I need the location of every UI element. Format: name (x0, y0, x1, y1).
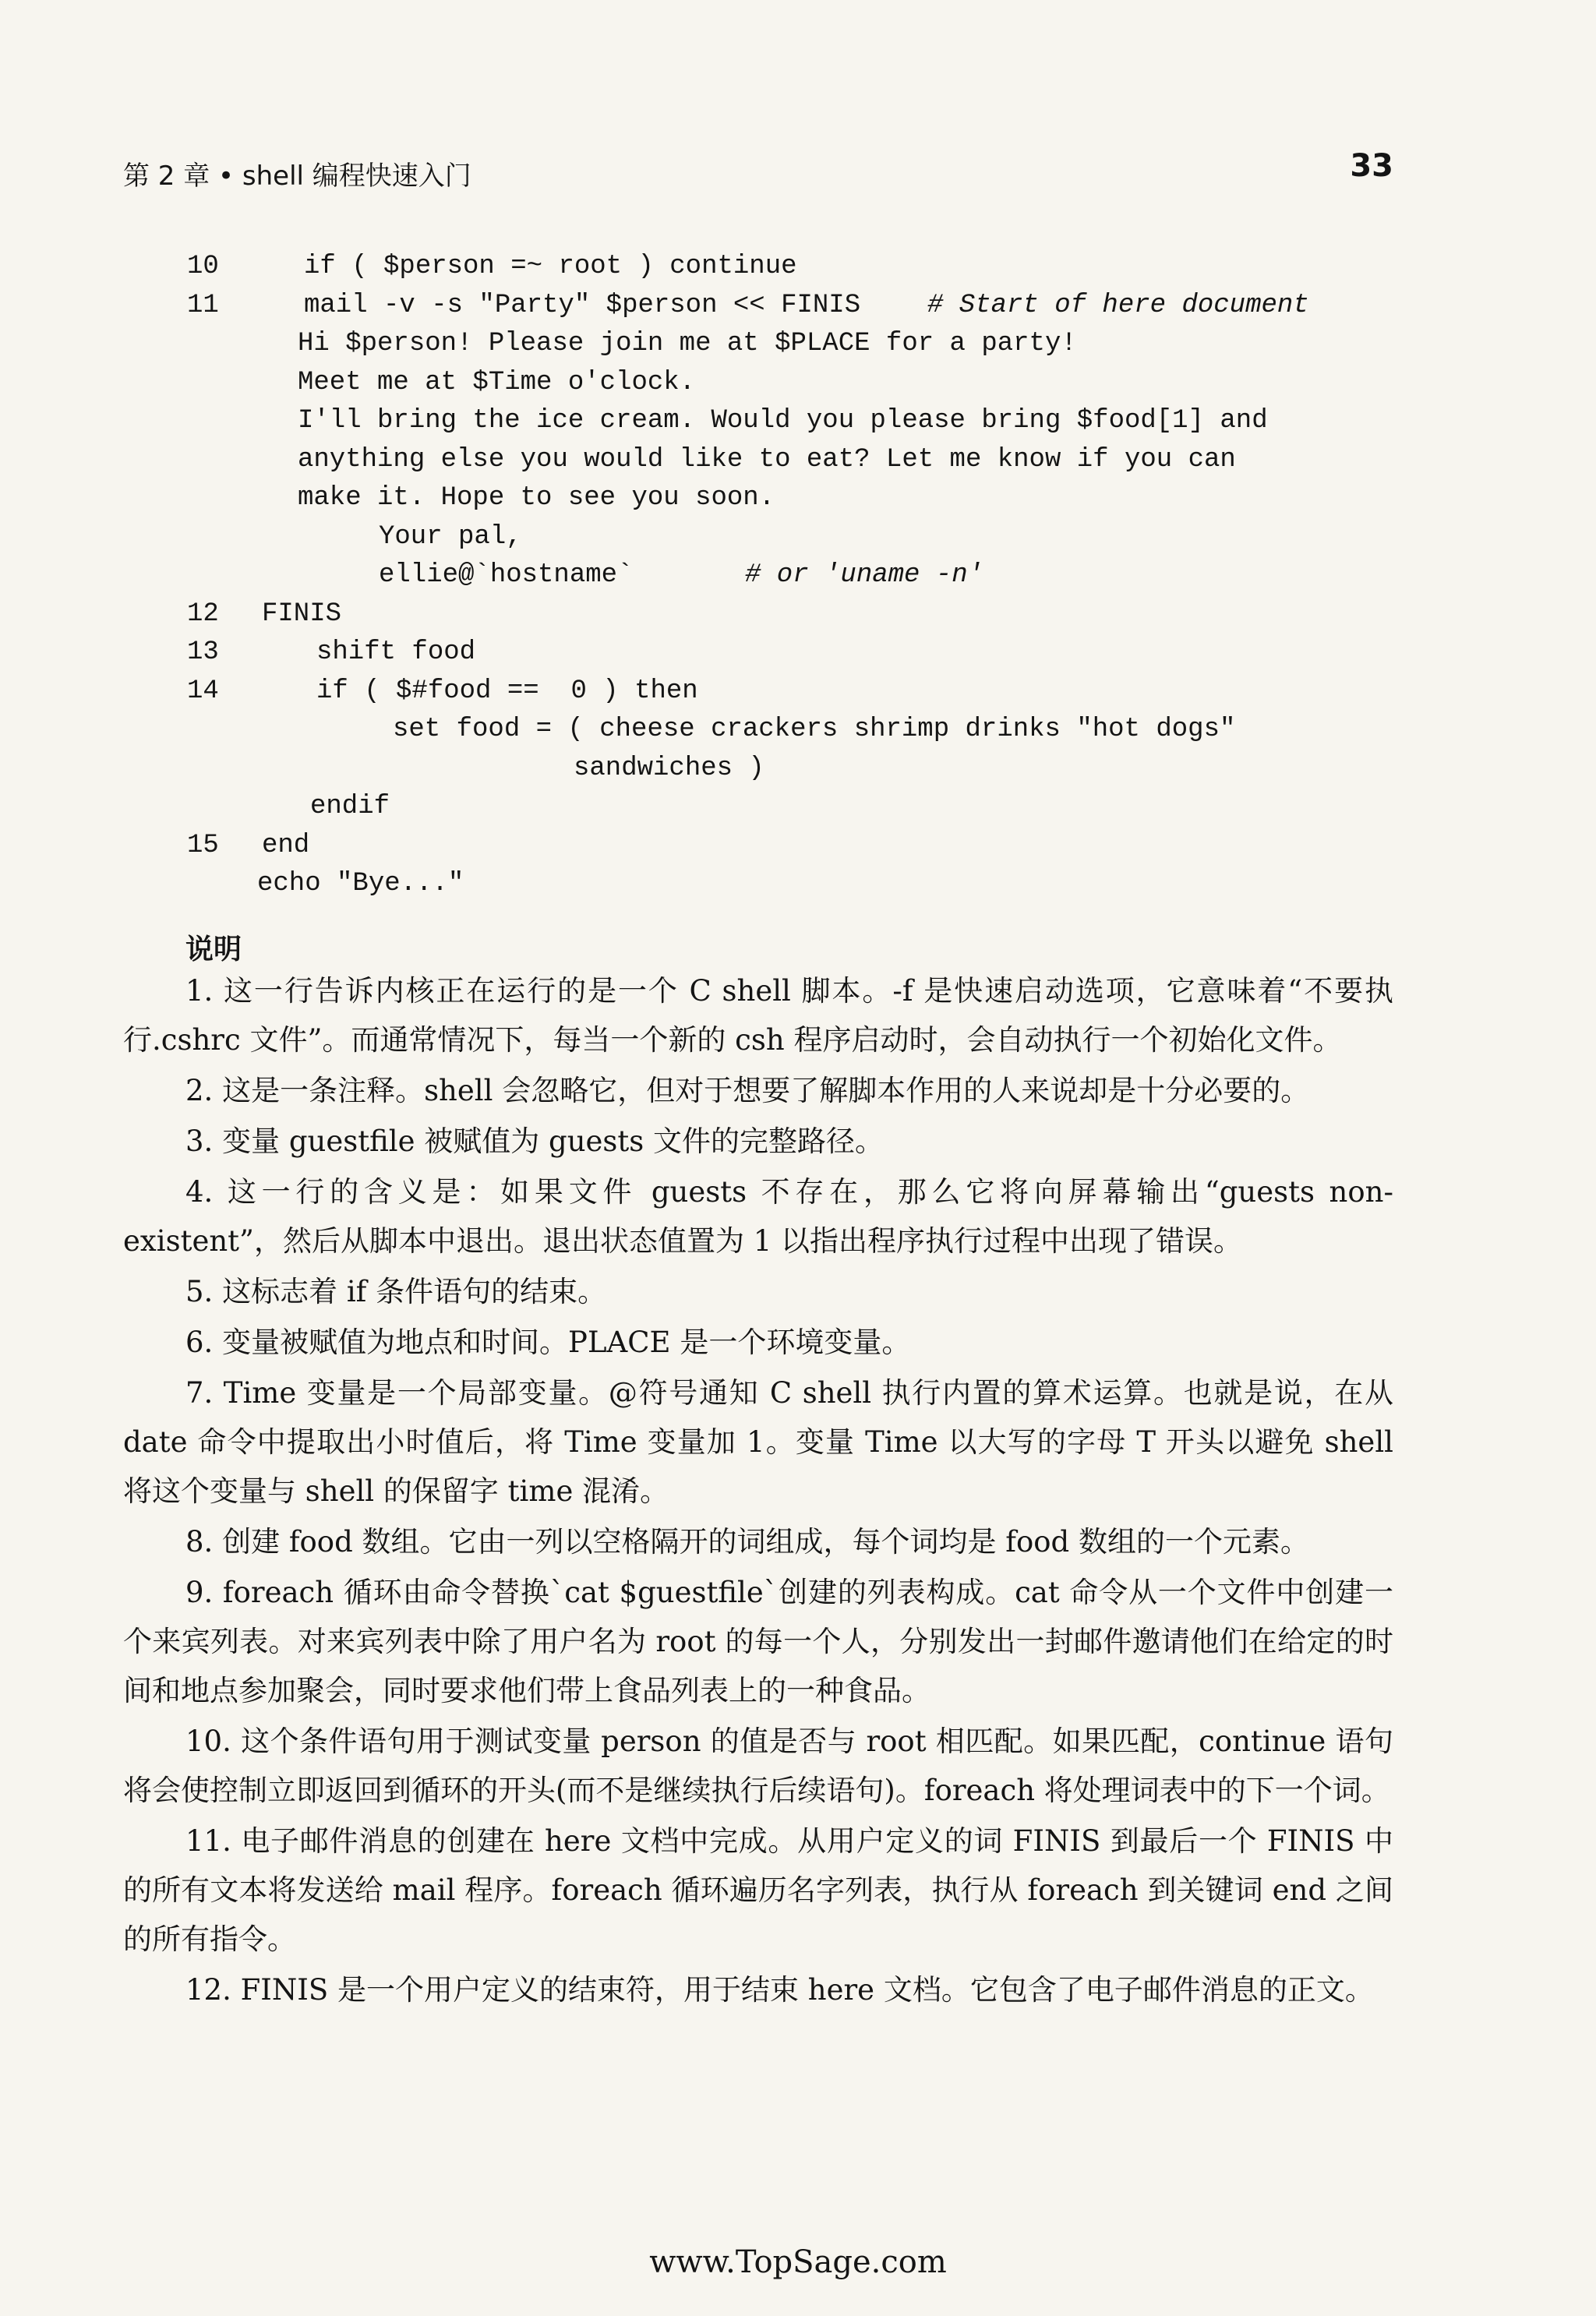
explanation-paragraph: 4. 这一行的含义是：如果文件 guests 不存在，那么它将向屏幕输出“guests non-existent”，然后从脚本中退出。退出状态值置为 1 以指出程序执行过程中出现了错误。 (123, 1175, 1393, 1258)
line-number: 14 (187, 676, 219, 706)
code-line (187, 402, 1403, 441)
code-text: endif (310, 792, 390, 821)
code-text: I'll bring the ice cream. Would you please bring $food[1] and (298, 406, 1268, 436)
code-line (187, 673, 1403, 711)
code-line (187, 248, 1403, 287)
code-text: FINIS (262, 598, 342, 629)
code-line (187, 364, 1403, 403)
explanation-paragraph: 10. 这个条件语句用于测试变量 person 的值是否与 root 相匹配。如果匹配，continue 语句将会使控制立即返回到循环的开头(而不是继续执行后续语句)。foreach 将处理词表中的下一个词。 (123, 1725, 1393, 1807)
code-listing (187, 248, 1403, 904)
code-text: if ( $#food == 0 ) then (316, 676, 698, 706)
explanation-paragraph: 11. 电子邮件消息的创建在 here 文档中完成。从用户定义的词 FINIS 到最后一个 FINIS 中的所有文本将发送给 mail 程序。foreach 循环遍历名字列表，执行从 foreach 到关键词 end 之间的所有指令。 (123, 1824, 1393, 1956)
explanation-paragraph: 7. Time 变量是一个局部变量。@符号通知 C shell 执行内置的算术运算。也就是说，在从 date 命令中提取出小时值后，将 Time 变量加 1。变量 Time 以大写的字母 T 开头以避免 shell 将这个变量与 shell 的保留字 time 混淆。 (123, 1376, 1393, 1508)
code-text: anything else you would like to eat? Let me know if you can (298, 444, 1236, 475)
code-line (187, 287, 1403, 326)
code-line (187, 479, 1403, 518)
code-text: end (262, 830, 310, 860)
code-text: Hi $person! Please join me at $PLACE for a party! (298, 329, 1077, 358)
explanation-paragraph: 1. 这一行告诉内核正在运行的是一个 C shell 脚本。-f 是快速启动选项，它意味着“不要执行.cshrc 文件”。而通常情况下，每当一个新的 csh 程序启动时，会自动执行一个初始化文件。 (123, 974, 1393, 1057)
page-number: 33 (1350, 148, 1393, 184)
code-line (187, 788, 1403, 827)
chapter-title: 第 2 章 • shell 编程快速入门 (123, 161, 471, 192)
explanation-paragraph: 3. 变量 guestfile 被赋值为 guests 文件的完整路径。 (185, 1124, 885, 1158)
explanation-paragraph: 12. FINIS 是一个用户定义的结束符，用于结束 here 文档。它包含了电子邮件消息的正文。 (185, 1973, 1374, 2007)
code-line (187, 441, 1403, 480)
line-number: 15 (187, 830, 219, 860)
code-text: if ( $person =~ root ) continue (304, 252, 797, 281)
code-text: make it. Hope to see you soon. (298, 483, 775, 513)
code-text: set food = ( cheese crackers shrimp drinks "hot dogs" (393, 715, 1236, 744)
explanation-paragraph: 6. 变量被赋值为地点和时间。PLACE 是一个环境变量。 (185, 1326, 911, 1359)
code-text: Meet me at $Time o'clock. (298, 367, 696, 397)
footer-site: www.TopSage.com (649, 2244, 947, 2280)
code-comment: # Start of here document (927, 290, 1309, 320)
code-text: mail -v -s "Party" $person << FINIS (304, 290, 861, 320)
section-heading: 说明 (185, 934, 242, 966)
explanation-paragraph: 5. 这标志着 if 条件语句的结束。 (185, 1275, 607, 1308)
code-line (187, 556, 1403, 595)
explanation-paragraph: 9. foreach 循环由命令替换`cat $guestfile`创建的列表构成。cat 命令从一个文件中创建一个来宾列表。对来宾列表中除了用户名为 root 的每一个人，分别发出一封邮件邀请他们在给定的时间和地点参加聚会，同时要求他们带上食品列表上的一种食品。 (123, 1576, 1393, 1707)
code-line (187, 634, 1403, 673)
code-text: ellie@`hostname` (379, 560, 634, 590)
line-number: 10 (187, 252, 219, 281)
line-number: 11 (187, 290, 219, 320)
explanation-paragraph: 8. 创建 food 数组。它由一列以空格隔开的词组成，每个词均是 food 数组的一个元素。 (185, 1525, 1309, 1559)
code-line (187, 750, 1403, 789)
code-line (187, 827, 1403, 866)
page-header (123, 148, 1393, 195)
code-comment: # or 'uname -n' (745, 560, 984, 590)
code-line (187, 865, 1403, 904)
explanation-paragraph: 2. 这是一条注释。shell 会忽略它，但对于想要了解脚本作用的人来说却是十分必要的。 (185, 1074, 1310, 1107)
line-number: 12 (187, 598, 219, 629)
code-line (187, 711, 1403, 750)
code-text: Your pal, (379, 521, 522, 552)
line-number: 13 (187, 637, 219, 667)
code-line (187, 325, 1403, 364)
code-line (187, 518, 1403, 557)
code-text: shift food (316, 637, 476, 667)
code-text: sandwiches ) (574, 753, 764, 783)
code-line (187, 595, 1403, 634)
code-text: echo "Bye..." (257, 869, 464, 899)
explanation-list (123, 966, 1393, 2016)
